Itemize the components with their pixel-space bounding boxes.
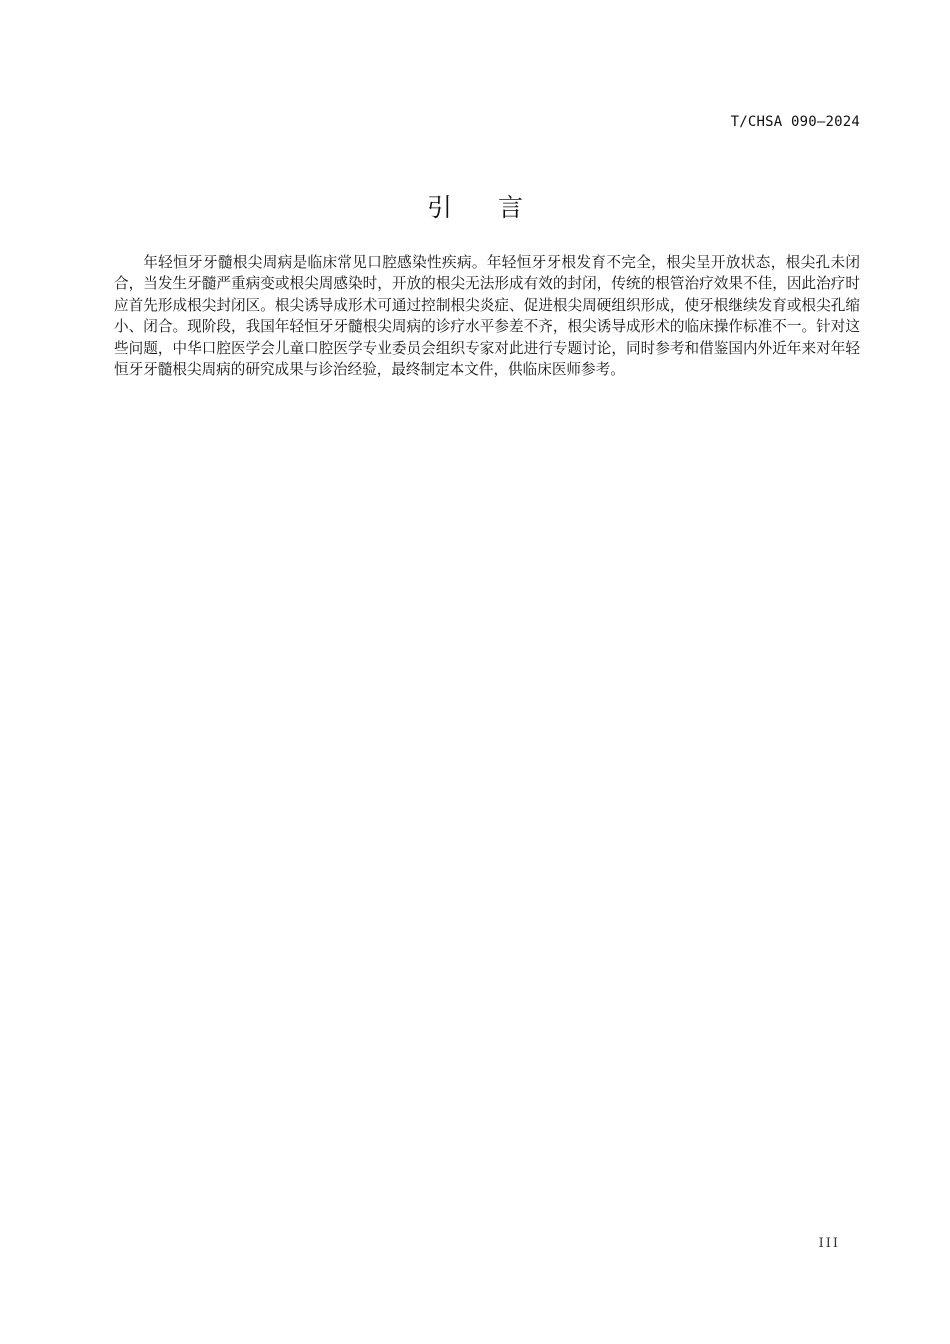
standard-code: T/CHSA 090—2024 xyxy=(730,114,860,130)
section-title xyxy=(0,188,950,224)
section-title-char-2: 言 xyxy=(498,193,524,222)
introduction-paragraph: 年轻恒牙牙髓根尖周病是临床常见口腔感染性疾病。年轻恒牙牙根发育不完全，根尖呈开放状态，根尖孔未闭合，当发生牙髓严重病变或根尖周感染时，开放的根尖无法形成有效的封闭，传统的根管治疗效果不佳，因此治疗时应首先形成根尖封闭区。根尖诱导成形术可通过控制根尖炎症、促进根尖周硬组织形成，使牙根继续发育或根尖孔缩小、闭合。现阶段，我国年轻恒牙牙髓根尖周病的诊疗水平参差不齐，根尖诱导成形术的临床操作标准不一。针对这些问题，中华口腔医学会儿童口腔医学专业委员会组织专家对此进行专题讨论，同时参考和借鉴国内外近年来对年轻恒牙牙髓根尖周病的研究成果与诊治经验，最终制定本文件，供临床医师参考。 xyxy=(114,254,860,379)
page-number: III xyxy=(818,1236,840,1251)
section-title-char-1: 引 xyxy=(426,193,452,222)
